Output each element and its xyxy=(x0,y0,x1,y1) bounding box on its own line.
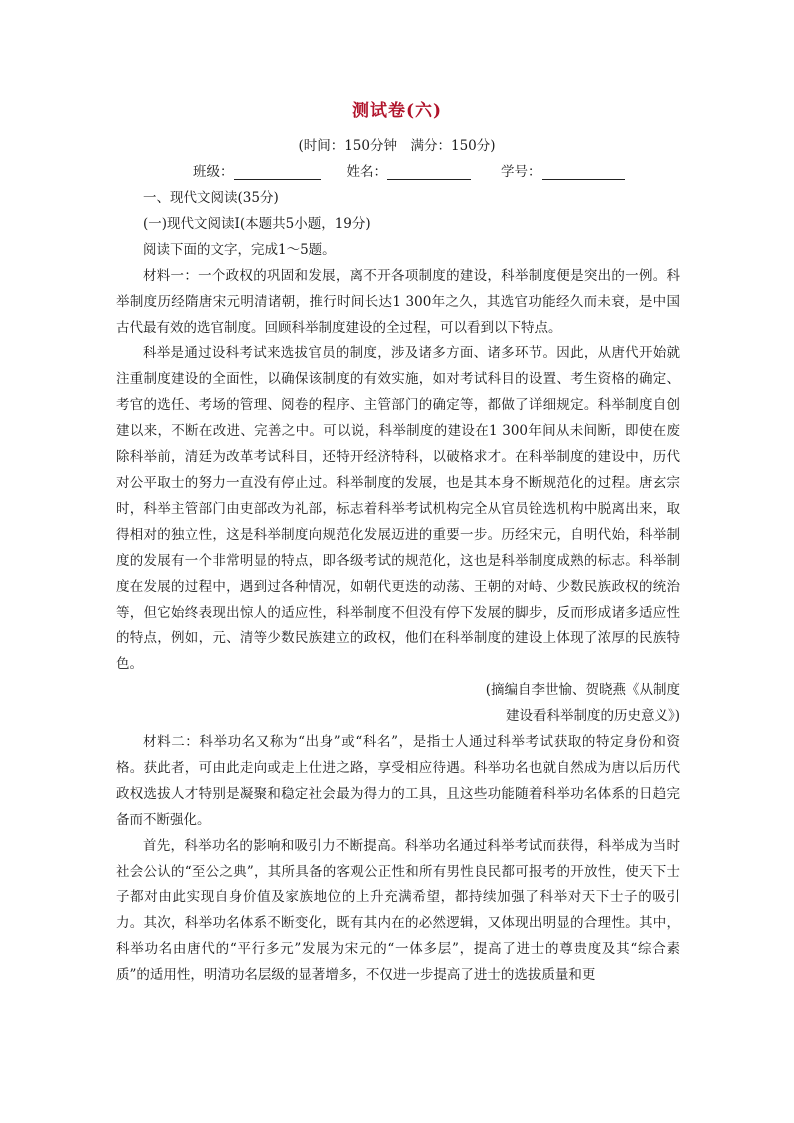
section-subheading: (一)现代文阅读Ⅰ(本题共5小题，19分) xyxy=(143,215,371,232)
student-id-label: 学号： xyxy=(501,164,542,180)
material1-source-line2: 建设看科举制度的历史意义》) xyxy=(505,708,680,725)
student-id-field xyxy=(501,160,625,180)
class-blank[interactable] xyxy=(234,165,321,180)
class-field xyxy=(193,160,347,180)
material1-paragraph1: 材料一：一个政权的巩固和发展，离不开各项制度的建设，科举制度便是突出的一例。科举制度历经隋唐宋元明清诸朝，推行时间长达1 300年之久，其选官功能经久而未衰，是中国古代最有效的选官制度。回顾科举制度建设的全过程，可以看到以下特点。 xyxy=(116,267,680,336)
material1-source-line1: (摘编自李世愉、贺晓燕《从制度 xyxy=(485,682,680,699)
name-field xyxy=(347,160,502,180)
section-heading: 一、现代文阅读(35分) xyxy=(143,190,279,206)
material2-paragraph1: 材料二：科举功名又称为“出身”或“科名”，是指士人通过科举考试获取的特定身份和资格。获此者，可由此走向或走上仕进之路，享受相应待遇。科举功名也就自然成为唐以后历代政权选拔人才特别是凝聚和稳定社会最为得力的工具，且这些功能随着科举功名体系的日趋完备而不断强化。 xyxy=(116,734,680,828)
material1-paragraph2: 科举是通过设科考试来选拔官员的制度，涉及诸多方面、诸多环节。因此，从唐代开始就注重制度建设的全面性，以确保该制度的有效实施，如对考试科目的设置、考生资格的确定、考官的选任、考场的管理、阅卷的程序、主管部门的确定等，都做了详细规定。科举制度自创建以来，不断在改进、完善之中。可以说，科举制度的建设在1 300年间从未间断，即使在废除科举前，清廷为改革考试科目，还特开经济特科，以破格求才。在科举制度的建设中，历代对公平取士的努力一直没有停止过。科举制度的发展，也是其本身不断规范化的过程。唐玄宗时，科举主管部门由吏部改为礼部，标志着科举考试机构完全从官员铨选机构中脱离出来，取得相对的独立性，这是科举制度向规范化发展迈进的重要一步。历经宋元，自明代始，科举制度的发展有一个非常明显的特点，即各级考试的规范化，这也是科举制度成熟的标志。科举制度在发展的过程中，遇到过各种情况，如朝代更迭的动荡、王朝的对峙、少数民族政权的统治等，但它始终表现出惊人的适应性，科举制度不但没有停下发展的脚步，反而形成诸多适应性的特点，例如，元、清等少数民族建立的政权，他们在科举制度的建设上体现了浓厚的民族特色。 xyxy=(116,345,680,673)
material2-paragraph2: 首先，科举功名的影响和吸引力不断提高。科举功名通过科举考试而获得，科举成为当时社会公认的“至公之典”，其所具备的客观公正性和所有男性良民都可报考的开放性，使天下士子都对由此实现自身价值及家族地位的上升充满希望，都持续加强了科举对天下士子的吸引力。其次，科举功名体系不断变化，既有其内在的必然逻辑，又体现出明显的合理性。其中，科举功名由唐代的“平行多元”发展为宋元的“一体多层”，提高了进士的尊贵度及其“综合素质”的适用性，明清功名层级的显著增多，不仅进一步提高了进士的选拔质量和更 xyxy=(116,837,680,984)
name-blank[interactable] xyxy=(387,165,471,180)
document-body xyxy=(116,186,680,989)
student-info-fields xyxy=(193,160,653,180)
reading-instruction: 阅读下面的文字，完成1～5题。 xyxy=(143,241,336,258)
class-label: 班级： xyxy=(193,164,234,180)
exam-duration-score: (时间：150分钟 满分：150分) xyxy=(298,138,496,154)
document-title: 测试卷(六) xyxy=(351,101,443,121)
student-id-blank[interactable] xyxy=(542,165,625,180)
name-label: 姓名： xyxy=(346,164,387,180)
